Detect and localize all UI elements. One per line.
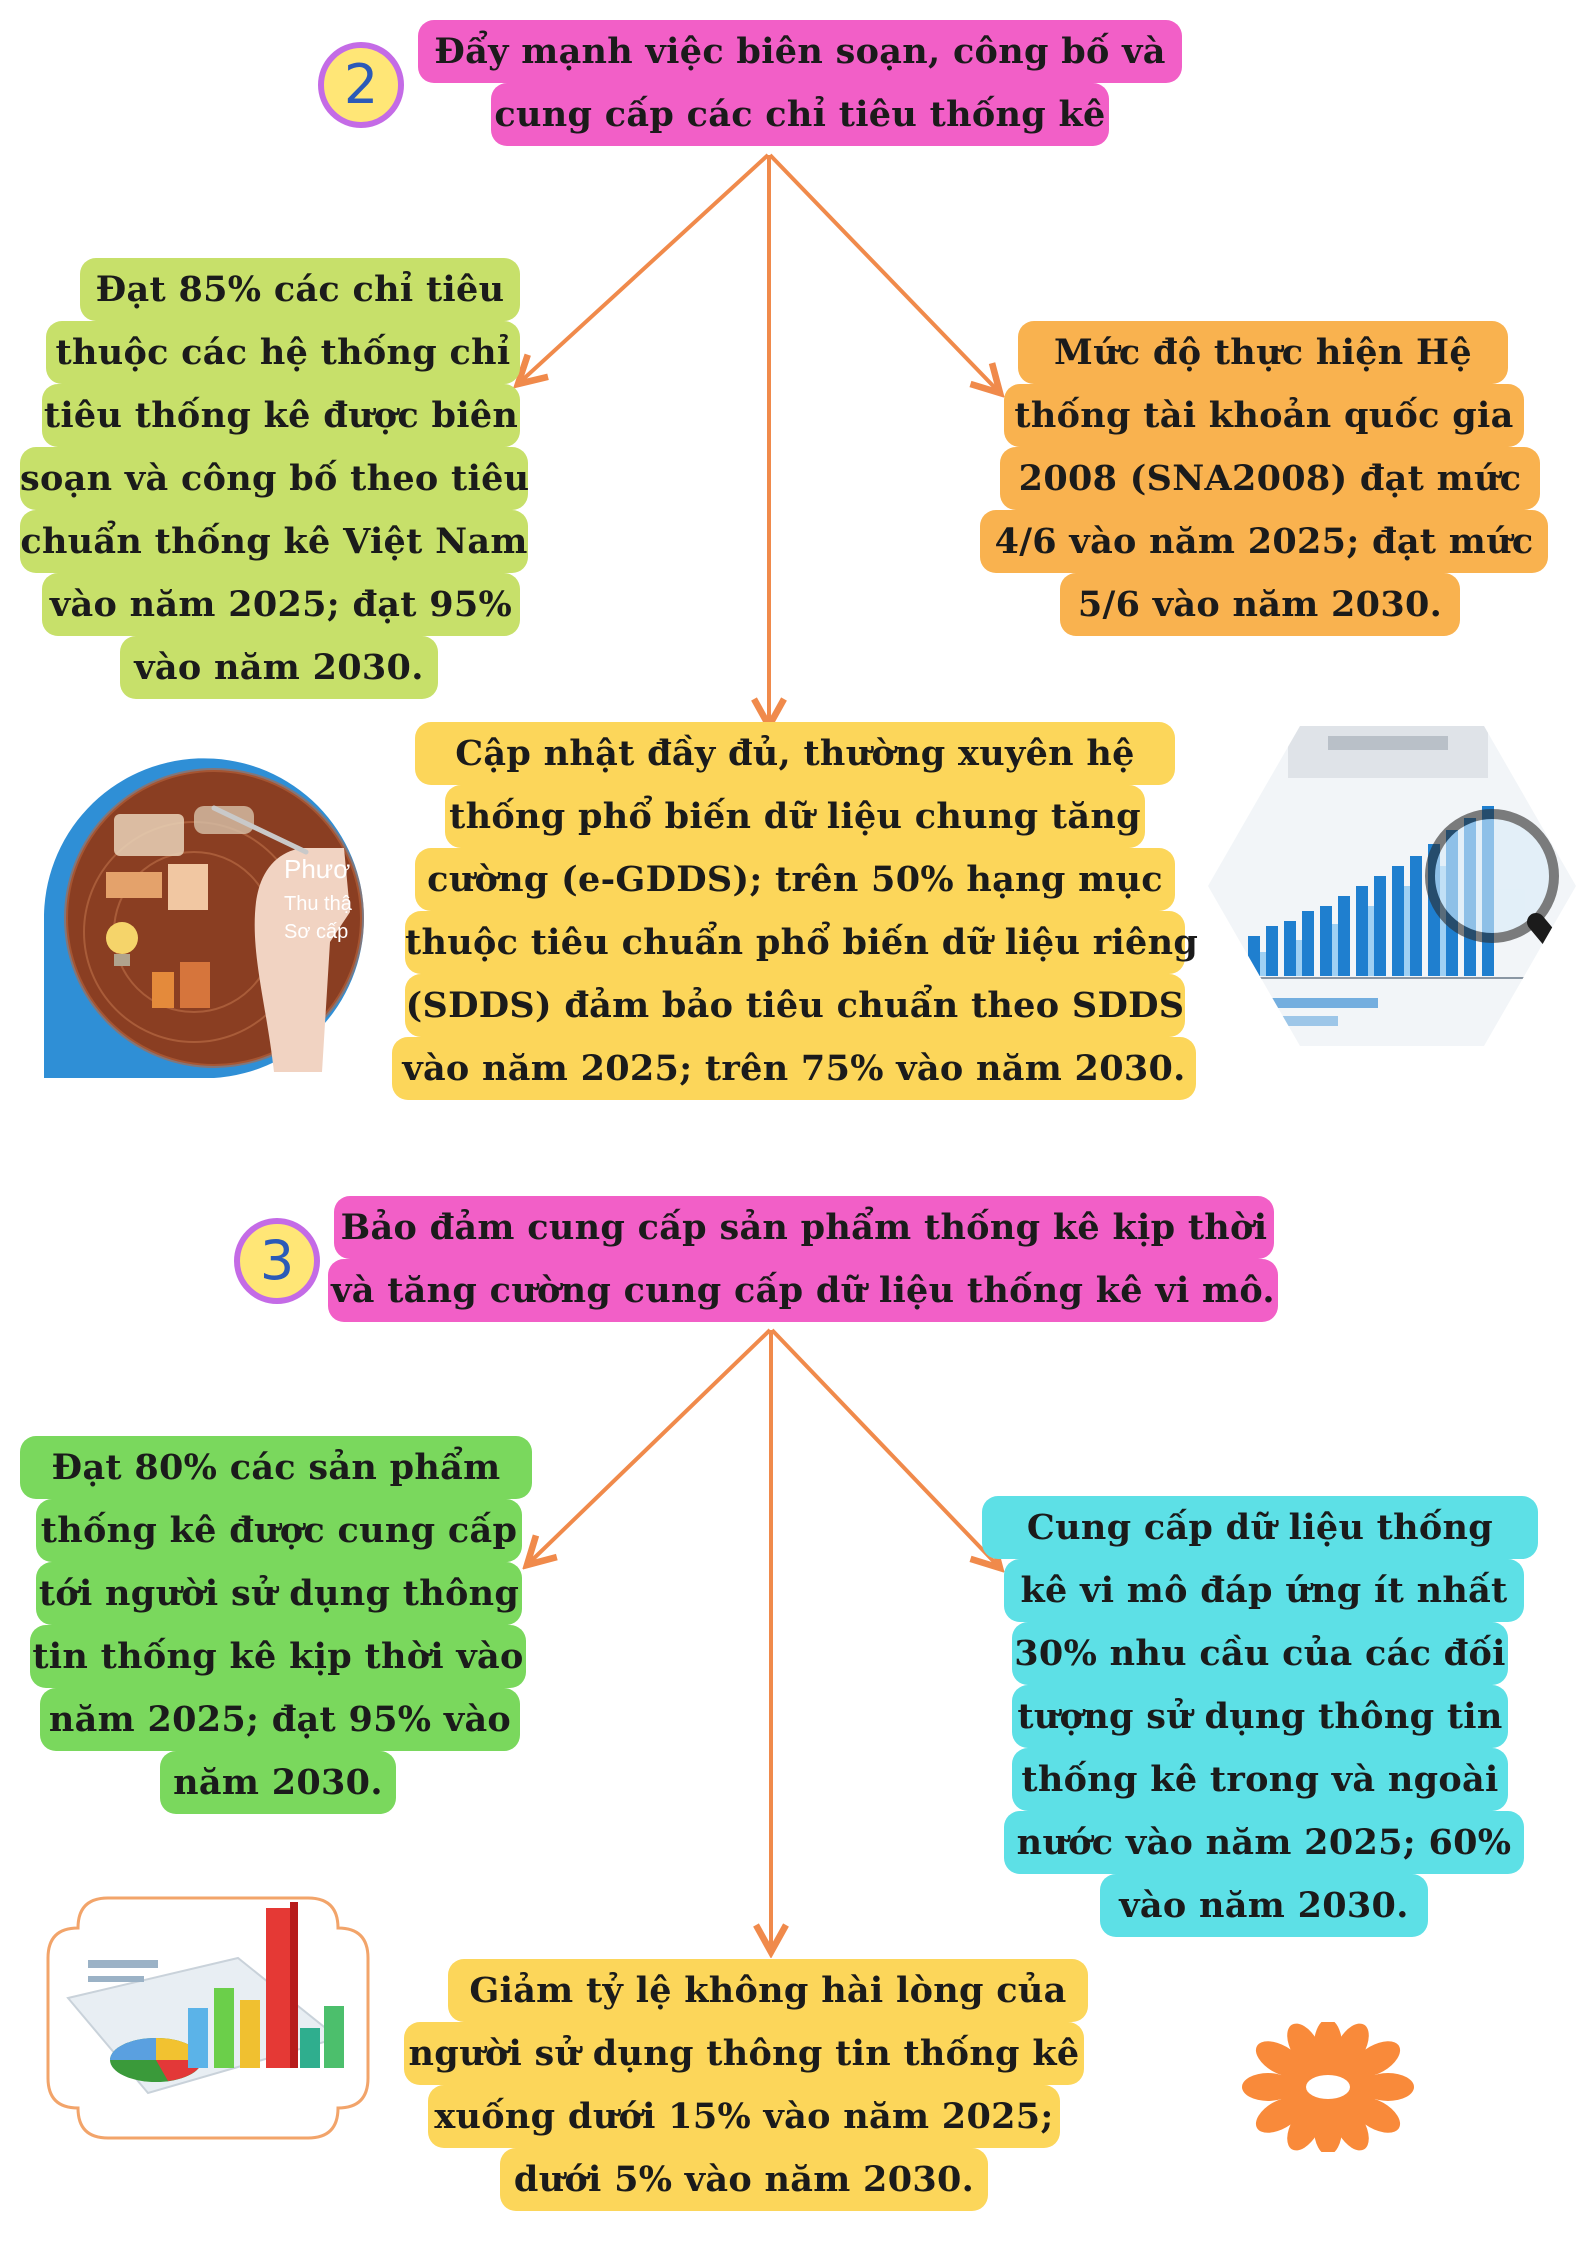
- arrow-s3-right: [772, 1330, 1000, 1568]
- section-3-left-line: năm 2025; đạt 95% vào: [40, 1688, 520, 1751]
- section-3-number-badge: [234, 1218, 320, 1304]
- section-2-center-line: thống phổ biến dữ liệu chung tăng: [445, 785, 1145, 848]
- section-3-right-line: Cung cấp dữ liệu thống: [982, 1496, 1538, 1559]
- section-2-left-line: vào năm 2030.: [120, 636, 438, 699]
- section-2-left-line: soạn và công bố theo tiêu: [20, 447, 528, 510]
- section-3-left-line: tới người sử dụng thông: [36, 1562, 522, 1625]
- photo-text-2: Thu thậ: [284, 893, 352, 915]
- section-3-center-line: dưới 5% vào năm 2030.: [500, 2148, 988, 2211]
- arrow-s2-right: [770, 155, 1000, 393]
- section-2-title-line: Đẩy mạnh việc biên soạn, công bố và: [418, 20, 1182, 83]
- section-2-left-line: chuẩn thống kê Việt Nam: [20, 510, 528, 573]
- section-3-title-line: và tăng cường cung cấp dữ liệu thống kê vi mô.: [328, 1259, 1278, 1322]
- bar-chart-magnifier-illustration: [1208, 726, 1576, 1046]
- photo-text-1: Phươ: [284, 854, 351, 884]
- section-3-number: 3: [259, 1229, 295, 1292]
- section-2-number-badge: [318, 42, 404, 128]
- section-2-left-line: tiêu thống kê được biên: [42, 384, 520, 447]
- section-3-left-line: Đạt 80% các sản phẩm: [20, 1436, 532, 1499]
- photo-text-3: Sơ cấp: [284, 921, 349, 943]
- section-3-center-line: xuống dưới 15% vào năm 2025;: [428, 2085, 1060, 2148]
- section-2-center-line: thuộc tiêu chuẩn phổ biến dữ liệu riêng: [405, 911, 1185, 974]
- section-2-right-line: Mức độ thực hiện Hệ: [1018, 321, 1508, 384]
- section-2-number: 2: [343, 53, 379, 116]
- flower-icon: [1228, 2022, 1428, 2152]
- section-2-right-line: thống tài khoản quốc gia: [1004, 384, 1524, 447]
- section-2-center-line: Cập nhật đầy đủ, thường xuyên hệ: [415, 722, 1175, 785]
- section-2-right-line: 2008 (SNA2008) đạt mức: [1000, 447, 1540, 510]
- 3d-charts-illustration: [38, 1888, 378, 2148]
- data-collection-illustration: [44, 752, 370, 1078]
- section-3-left-line: năm 2030.: [160, 1751, 396, 1814]
- section-2-title-line: cung cấp các chỉ tiêu thống kê: [491, 83, 1109, 146]
- section-3-center-line: người sử dụng thông tin thống kê: [404, 2022, 1084, 2085]
- section-3-left-line: tin thống kê kịp thời vào: [30, 1625, 526, 1688]
- section-2-left-line: Đạt 85% các chỉ tiêu: [80, 258, 520, 321]
- section-3-right-line: 30% nhu cầu của các đối: [1012, 1622, 1508, 1685]
- section-3-right-line: vào năm 2030.: [1100, 1874, 1428, 1937]
- section-2-left-line: vào năm 2025; đạt 95%: [42, 573, 520, 636]
- section-3-left-line: thống kê được cung cấp: [36, 1499, 522, 1562]
- section-3-title-line: Bảo đảm cung cấp sản phẩm thống kê kịp thời: [334, 1196, 1274, 1259]
- section-2-left-line: thuộc các hệ thống chỉ: [46, 321, 520, 384]
- section-2-center-line: (SDDS) đảm bảo tiêu chuẩn theo SDDS: [405, 974, 1185, 1037]
- section-3-center-line: Giảm tỷ lệ không hài lòng của: [448, 1959, 1088, 2022]
- section-2-right-line: 4/6 vào năm 2025; đạt mức: [980, 510, 1548, 573]
- section-2-center-line: cường (e-GDDS); trên 50% hạng mục: [415, 848, 1175, 911]
- section-3-right-line: nước vào năm 2025; 60%: [1004, 1811, 1524, 1874]
- section-3-right-line: kê vi mô đáp ứng ít nhất: [1004, 1559, 1524, 1622]
- section-3-right-line: tượng sử dụng thông tin: [1012, 1685, 1508, 1748]
- arrow-s2-left: [518, 155, 768, 384]
- section-3-right-line: thống kê trong và ngoài: [1012, 1748, 1508, 1811]
- section-2-center-line: vào năm 2025; trên 75% vào năm 2030.: [392, 1037, 1196, 1100]
- section-2-right-line: 5/6 vào năm 2030.: [1060, 573, 1460, 636]
- arrow-s3-left: [527, 1330, 770, 1565]
